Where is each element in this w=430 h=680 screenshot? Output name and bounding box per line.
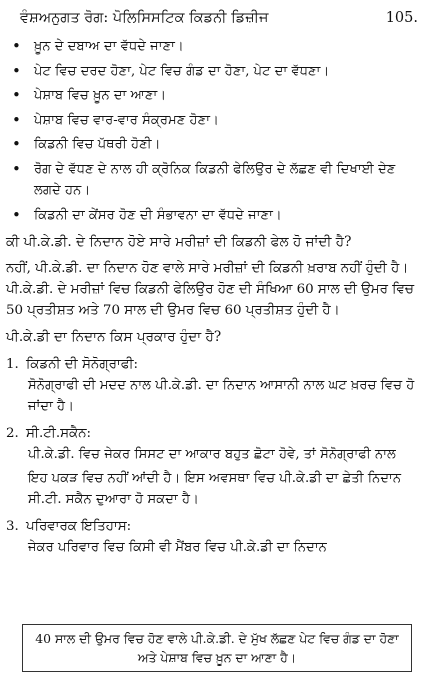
bullet-icon: • bbox=[12, 61, 21, 80]
symptom-item: • ਖ਼ੂਨ ਦੇ ਦਬਾਅ ਦਾ ਵੱਧਦੇ ਜਾਣਾ। bbox=[6, 36, 420, 58]
symptom-item: • ਪੇਟ ਵਿਚ ਦਰਦ ਹੋਣਾ, ਪੇਟ ਵਿਚ ਗੰਡ ਦਾ ਹੋਣਾ, ਪੇਟ ਦਾ ਵੱਧਣਾ। bbox=[6, 61, 420, 83]
bullet-icon: • bbox=[12, 159, 21, 178]
page-number: 105. bbox=[385, 10, 418, 26]
item-heading: ਕਿਡਨੀ ਦੀ ਸੋਨੋਗ੍ਰਾਫੀ: bbox=[26, 357, 138, 372]
bullet-icon: • bbox=[12, 37, 21, 55]
bullet-icon: • bbox=[12, 205, 21, 224]
bullet-icon: • bbox=[12, 135, 21, 153]
chapter-title: ਵੰਸ਼ਅਨੁਗਤ ਰੋਗ: ਪੋਲਿਸਿਸਟਿਕ ਕਿਡਨੀ ਡਿਜ਼ੀਜ bbox=[20, 10, 269, 26]
question-kidney-failure: ਕੀ ਪੀ.ਕੇ.ਡੀ. ਦੇ ਨਿਦਾਨ ਹੋਏ ਸਾਰੇ ਮਰੀਜ਼ਾਂ ਦੀ ਕਿਡਨੀ ਫੇਲ ਹੋ ਜਾਂਦੀ ਹੈ? bbox=[6, 234, 352, 250]
symptom-item: • ਕਿਡਨੀ ਦਾ ਕੇਂਸਰ ਹੋਣ ਦੀ ਸੰਭਾਵਨਾ ਦਾ ਵੱਧਦੇ ਜਾਣਾ। bbox=[6, 205, 420, 227]
symptom-item: • ਪੇਸ਼ਾਬ ਵਿਚ ਵਾਰ-ਵਾਰ ਸੰਕ੍ਰਮਣ ਹੋਣਾ। bbox=[6, 110, 420, 132]
callout-box: 40 ਸਾਲ ਦੀ ਉਮਰ ਵਿਚ ਹੋਣ ਵਾਲੇ ਪੀ.ਕੇ.ਡੀ. ਦੇ ਮੁੱਖ ਲੱਛਣ ਪੇਟ ਵਿਚ ਗੰਡ ਦਾ ਹੋਣਾ ਅਤੇ ਪੇਸ਼ਾਬ ਵਿਚ ਖ਼ੂਨ ਦਾ ਆਣਾ ਹੈ। bbox=[22, 624, 412, 672]
item-heading: ਸੀ.ਟੀ.ਸਕੈਨ: bbox=[26, 426, 92, 441]
diagnosis-item-ct-scan: 2. ਸੀ.ਟੀ.ਸਕੈਨ: ਪੀ.ਕੇ.ਡੀ. ਵਿਚ ਜੇਕਰ ਸਿਸਟ ਦਾ ਆਕਾਰ ਬਹੁਤ ਛੋਟਾ ਹੋਵੇ, ਤਾਂ ਸੋਨੋਗ੍ਰਾਫੀ ਨਾਲ ਇਹ ਪਕੜ ਵਿਚ ਨਹੀਂ ਆਂਦੀ ਹੈ। ਇਸ ਅਵਸਥਾ ਵਿਚ ਪੀ.ਕੇ.ਡੀ ਦਾ ਛੇਤੀ ਨਿਦਾਨ ਸੀ.ਟੀ. ਸਕੈਨ ਦੁਆਰਾ ਹੋ ਸਕਦਾ ਹੈ। bbox=[6, 426, 402, 507]
symptom-item: • ਪੇਸ਼ਾਬ ਵਿਚ ਖ਼ੂਨ ਦਾ ਆਣਾ। bbox=[6, 85, 420, 107]
bullet-icon: • bbox=[12, 110, 21, 129]
symptom-item: • ਰੋਗ ਦੇ ਵੱਧਣ ਦੇ ਨਾਲ ਹੀ ਕ੍ਰੋਨਿਕ ਕਿਡਨੀ ਫੇਲਿਉਰ ਦੇ ਲੱਛਣ ਵੀ ਦਿਖਾਈ ਦੇਣ ਲਗਦੇ ਹਨ। bbox=[12, 159, 396, 198]
bullet-icon: • bbox=[12, 86, 21, 104]
answer-kidney-failure: ਨਹੀਂ, ਪੀ.ਕੇ.ਡੀ. ਦਾ ਨਿਦਾਨ ਹੋਣ ਵਾਲੇ ਸਾਰੇ ਮਰੀਜ਼ਾਂ ਦੀ ਕਿਡਨੀ ਖ਼ਰਾਬ ਨਹੀਂ ਹੁੰਦੀ ਹੈ। ਪੀ.ਕੇ.ਡੀ. ਦੇ ਮਰੀਜ਼ਾਂ ਵਿਚ ਕਿਡਨੀ ਫੇਲਿਉਰ ਹੋਣ ਦੀ ਸੰਖਿਆ 60 ਸਾਲ ਦੀ ਉਮਰ ਵਿਚ 50 ਪ੍ਰਤੀਸ਼ਤ ਅਤੇ 70 ਸਾਲ ਦੀ ਉਮਰ ਵਿਚ 60 ਪ੍ਰਤੀਸ਼ਤ ਹੁੰਦੀ ਹੈ। bbox=[6, 261, 414, 318]
diagnosis-item-sonography: 1. ਕਿਡਨੀ ਦੀ ਸੋਨੋਗ੍ਰਾਫੀ: ਸੋਨੋਗ੍ਰਾਫੀ ਦੀ ਮਦਦ ਨਾਲ ਪੀ.ਕੇ.ਡੀ. ਦਾ ਨਿਦਾਨ ਆਸਾਨੀ ਨਾਲ ਘਟ ਖ਼ਰਚ ਵਿਚ ਹੋ ਜਾਂਦਾ ਹੈ। bbox=[6, 357, 415, 414]
page-header bbox=[6, 4, 420, 32]
symptom-list bbox=[6, 36, 420, 226]
symptom-item: • ਕਿਡਨੀ ਵਿਚ ਪੱਥਰੀ ਹੋਣੀ। bbox=[6, 134, 420, 156]
question-diagnosis: ਪੀ.ਕੇ.ਡੀ ਦਾ ਨਿਦਾਨ ਕਿਸ ਪ੍ਰਕਾਰ ਹੁੰਦਾ ਹੈ? bbox=[6, 329, 222, 345]
diagnosis-item-family-history: 3. ਪਰਿਵਾਰਕ ਇਤਿਹਾਸ: ਜੇਕਰ ਪਰਿਵਾਰ ਵਿਚ ਕਿਸੀ ਵੀ ਮੈਂਬਰ ਵਿਚ ਪੀ.ਕੇ.ਡੀ ਦਾ ਨਿਦਾਨ bbox=[6, 519, 327, 555]
item-heading: ਪਰਿਵਾਰਕ ਇਤਿਹਾਸ: bbox=[26, 519, 132, 534]
